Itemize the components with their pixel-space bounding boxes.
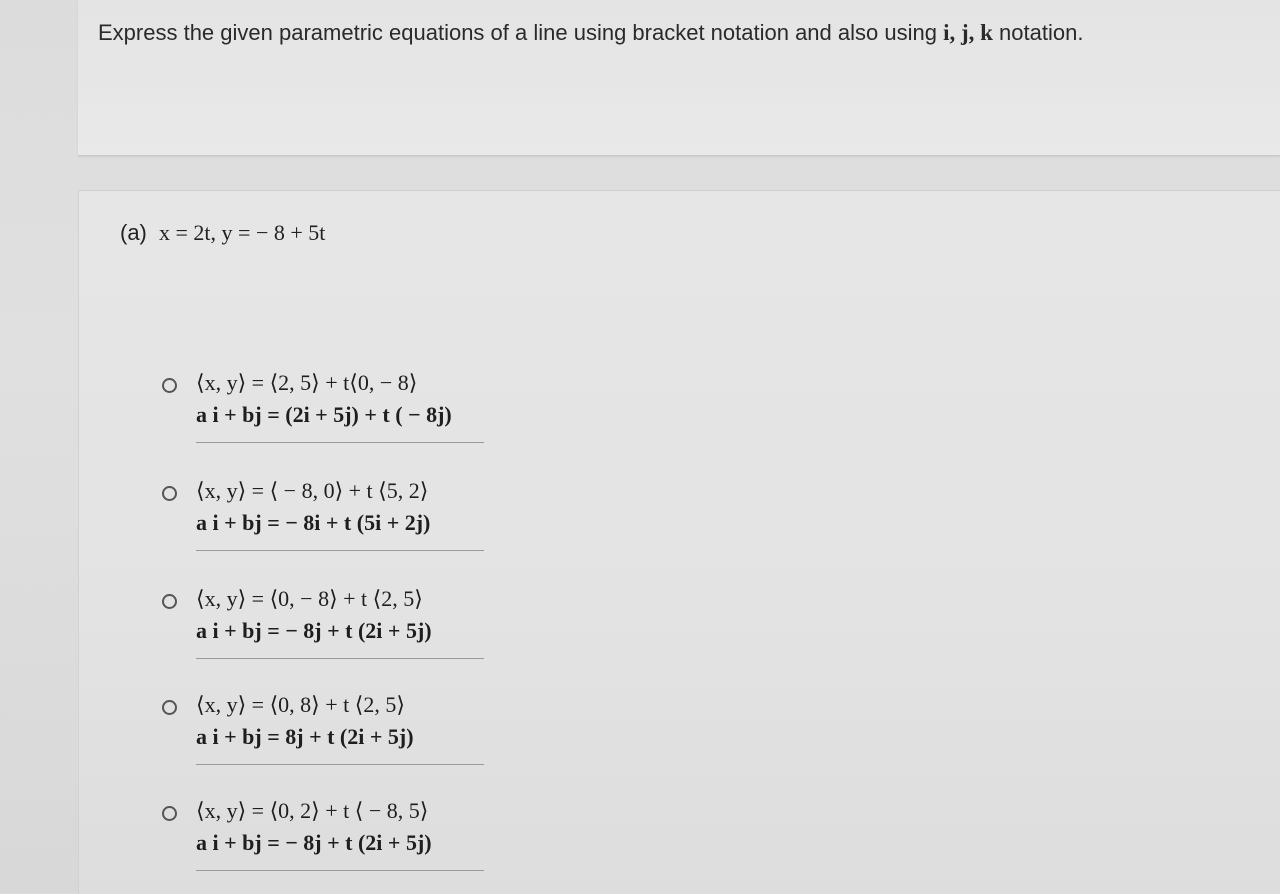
part-a-tag: (a)	[120, 220, 147, 245]
part-a-equation: x = 2t, y = − 8 + 5t	[159, 220, 326, 245]
option-divider	[196, 870, 484, 871]
option-bracket-notation: ⟨x, y⟩ = ⟨2, 5⟩ + t⟨0, − 8⟩	[196, 370, 418, 395]
option-bracket-notation: ⟨x, y⟩ = ⟨0, 2⟩ + t ⟨ − 8, 5⟩	[196, 798, 429, 823]
radio-button-icon[interactable]	[162, 700, 177, 715]
option-ijk-notation: a i + bj = − 8j + t (2i + 5j)	[196, 618, 432, 643]
part-a-label	[120, 220, 325, 246]
radio-button-icon[interactable]	[162, 378, 177, 393]
radio-button-icon[interactable]	[162, 486, 177, 501]
option-divider	[196, 764, 484, 765]
option-ijk-notation: a i + bj = (2i + 5j) + t ( − 8j)	[196, 402, 452, 427]
option-bracket-notation: ⟨x, y⟩ = ⟨ − 8, 0⟩ + t ⟨5, 2⟩	[196, 478, 429, 503]
option-ijk-notation: a i + bj = 8j + t (2i + 5j)	[196, 724, 414, 749]
option-bracket-notation: ⟨x, y⟩ = ⟨0, 8⟩ + t ⟨2, 5⟩	[196, 692, 405, 717]
prompt-bold-ijk: i, j, k	[943, 20, 993, 45]
option-divider	[196, 550, 484, 551]
radio-button-icon[interactable]	[162, 806, 177, 821]
option-ijk-notation: a i + bj = − 8i + t (5i + 2j)	[196, 510, 431, 535]
question-prompt	[98, 20, 1083, 46]
prompt-tail: notation.	[992, 20, 1084, 45]
option-bracket-notation: ⟨x, y⟩ = ⟨0, − 8⟩ + t ⟨2, 5⟩	[196, 586, 423, 611]
answer-panel	[78, 190, 1280, 894]
option-divider	[196, 442, 484, 443]
option-divider	[196, 658, 484, 659]
prompt-text: Express the given parametric equations of a line using bracket notation and also using	[98, 20, 937, 45]
option-ijk-notation: a i + bj = − 8j + t (2i + 5j)	[196, 830, 432, 855]
radio-button-icon[interactable]	[162, 594, 177, 609]
